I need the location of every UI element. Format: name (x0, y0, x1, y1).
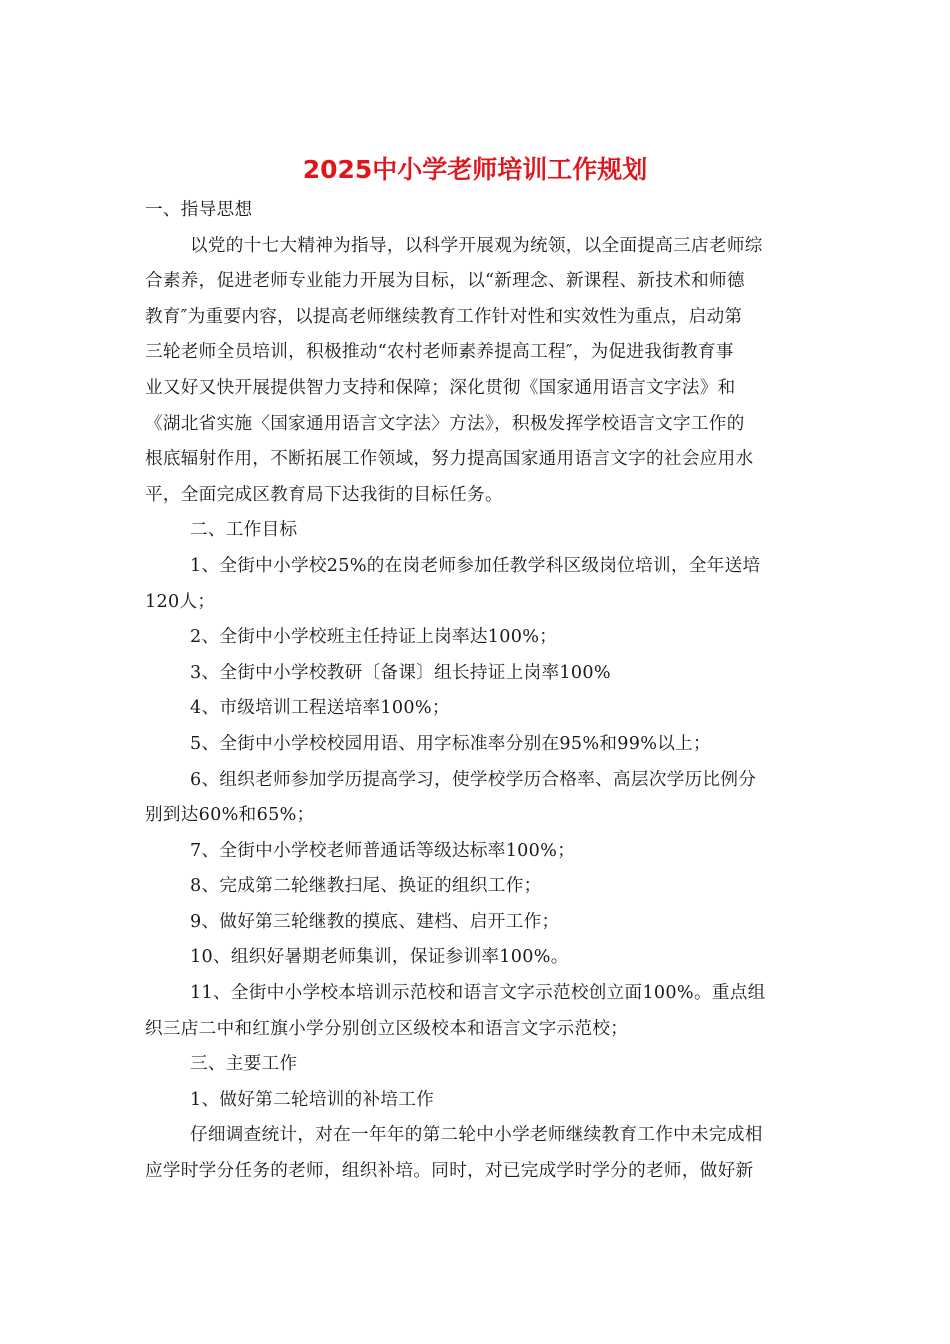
text-line: 织三店二中和红旗小学分别创立区级校本和语言文字示范校； (145, 1018, 629, 1039)
text-line: 9、做好第三轮继教的摸底、建档、启开工作； (190, 911, 560, 932)
text-line: 3、全街中小学校教研〔备课〕组长持证上岗率100% (190, 662, 611, 683)
text-line: 7、全街中小学校老师普通话等级达标率100%； (190, 840, 576, 861)
text-line: 8、完成第二轮继教扫尾、换证的组织工作； (190, 876, 542, 897)
text-line: 11、全街中小学校本培训示范校和语言文字示范校创立面100%。重点组 (190, 983, 766, 1004)
text-line: 合素养，促进老师专业能力开展为目标，以“新理念、新课程、新技术和师德 (145, 271, 745, 292)
section-heading: 二、工作目标 (190, 520, 298, 541)
text-line: 三轮老师全员培训，积极推动“农村老师素养提高工程″，为促进我街教育事 (145, 342, 734, 363)
text-line: 5、全街中小学校校园用语、用字标准率分别在95%和99%以上； (190, 733, 711, 754)
text-line: 别到达60%和65%； (145, 805, 315, 826)
text-line: 4、市级培训工程送培率100%； (190, 698, 450, 719)
text-line: 2、全街中小学校班主任持证上岗率达100%； (190, 627, 558, 648)
text-line: 1、全街中小学校25%的在岗老师参加任教学科区级岗位培训，全年送培 (190, 555, 761, 576)
text-line: 仔细调查统计，对在一年年的第二轮中小学老师继续教育工作中未完成相 (190, 1125, 763, 1146)
text-line: 120人； (145, 591, 216, 612)
document-title: 2025中小学老师培训工作规划 (302, 155, 648, 184)
text-line: 1、做好第二轮培训的补培工作 (190, 1089, 435, 1110)
text-line: 教育″为重要内容，以提高老师继续教育工作针对性和实效性为重点，启动第 (145, 306, 743, 327)
text-line: 应学时学分任务的老师，组织补培。同时，对已完成学时学分的老师，做好新 (145, 1161, 754, 1182)
text-line: 根底辐射作用，不断拓展工作领域，努力提高国家通用语言文字的社会应用水 (145, 449, 754, 470)
document-body (145, 193, 801, 1190)
text-line: 6、组织老师参加学历提高学习，使学校学历合格率、高层次学历比例分 (190, 769, 757, 790)
text-line: 业又好又快开展提供智力支持和保障；深化贯彻《国家通用语言文字法》和 (145, 377, 736, 398)
section-heading: 三、主要工作 (190, 1054, 298, 1075)
text-line: 一、指导思想 (145, 200, 253, 220)
text-line: 平，全面完成区教育局下达我街的目标任务。 (145, 484, 503, 505)
text-line: 《湖北省实施〈国家通用语言文字法〉方法》，积极发挥学校语言文字工作的 (145, 413, 745, 434)
text-line: 以党的十七大精神为指导，以科学开展观为统领，以全面提高三店老师综 (190, 235, 763, 256)
text-line: 10、组织好暑期老师集训，保证参训率100%。 (190, 947, 569, 968)
